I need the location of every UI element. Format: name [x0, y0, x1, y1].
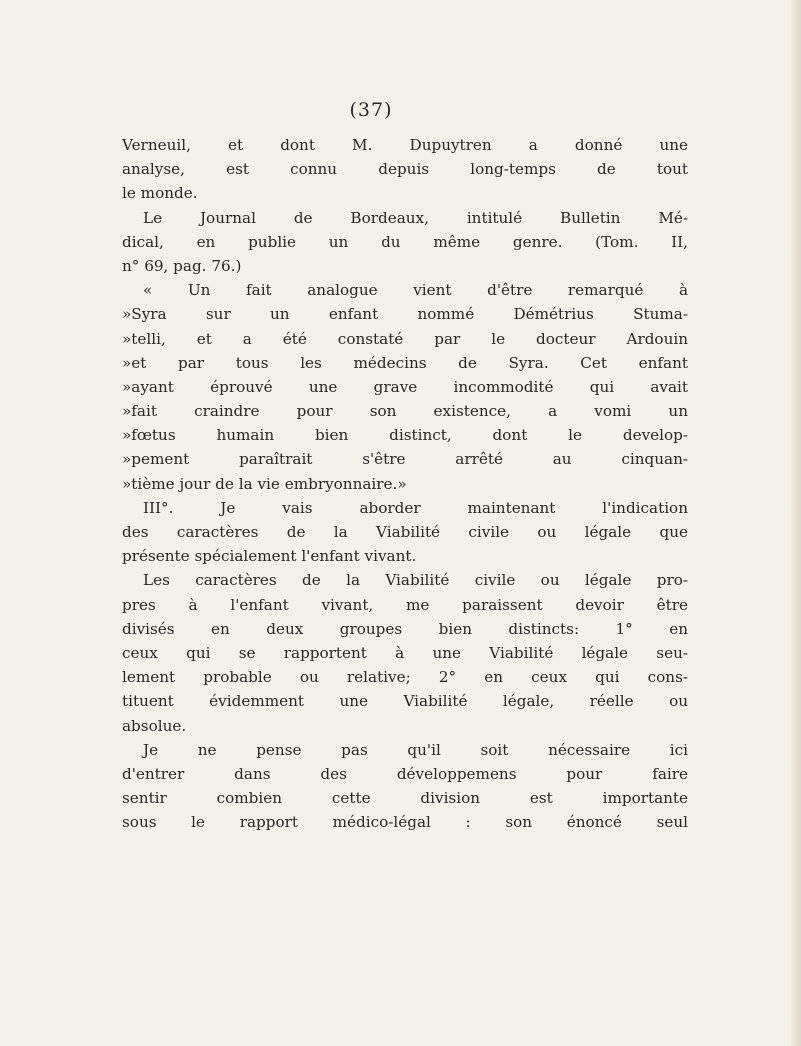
text-line: »pement paraîtrait s'être arrêté au cinquan-: [122, 450, 688, 469]
text-line: tituent évidemment une Viabilité légale, réelle ou: [122, 692, 688, 711]
text-line: le monde.: [122, 184, 198, 203]
text-line: divisés en deux groupes bien distincts: 1° en: [122, 619, 688, 638]
text-line: pres à l'enfant vivant, me paraissent devoir être: [122, 595, 688, 614]
text-line: »telli, et a été constaté par le docteur Ardouin: [122, 329, 688, 348]
text-line: « Un fait analogue vient d'être remarqué à: [143, 281, 688, 300]
text-line: des caractères de la Viabilité civile ou légale que: [122, 523, 688, 541]
page-number: (37): [349, 99, 393, 121]
text-line: ceux qui se rapportent à une Viabilité légale seu-: [122, 643, 688, 662]
text-line: sentir combien cette division est importante: [122, 789, 688, 808]
text-line: »tième jour de la vie embryonnaire.»: [122, 474, 407, 493]
text-line: »et par tous les médecins de Syra. Cet enfant: [122, 353, 688, 372]
text-line: Le Journal de Bordeaux, intitulé Bulletin Mé-: [143, 208, 688, 227]
text-line: Verneuil, et dont M. Dupuytren a donné une: [122, 136, 688, 154]
text-line: dical, en publie un du même genre. (Tom. II,: [122, 232, 688, 251]
text-line: n° 69, pag. 76.): [122, 256, 242, 275]
text-line: III°. Je vais aborder maintenant l'indication: [143, 498, 688, 517]
text-line: absolue.: [122, 716, 187, 735]
text-line: d'entrer dans des développemens pour faire: [122, 764, 688, 783]
text-line: »fœtus humain bien distinct, dont le develop-: [122, 426, 688, 445]
text-line: Je ne pense pas qu'il soit nécessaire ici: [143, 740, 688, 759]
text-line: »Syra sur un enfant nommé Démétrius Stuma-: [122, 305, 688, 324]
body-text: [122, 133, 688, 834]
text-line: »fait craindre pour son existence, a vomi un: [122, 402, 688, 421]
text-line: présente spécialement l'enfant vivant.: [122, 547, 417, 566]
text-line: Les caractères de la Viabilité civile ou légale pro-: [143, 571, 688, 590]
text-line: analyse, est connu depuis long-temps de tout: [122, 160, 688, 179]
page-edge: [791, 0, 801, 1046]
text-line: »ayant éprouvé une grave incommodité qui avait: [122, 377, 688, 396]
text-line: lement probable ou relative; 2° en ceux qui cons-: [122, 668, 688, 687]
text-line: sous le rapport médico-légal : son énoncé seul: [122, 813, 688, 832]
